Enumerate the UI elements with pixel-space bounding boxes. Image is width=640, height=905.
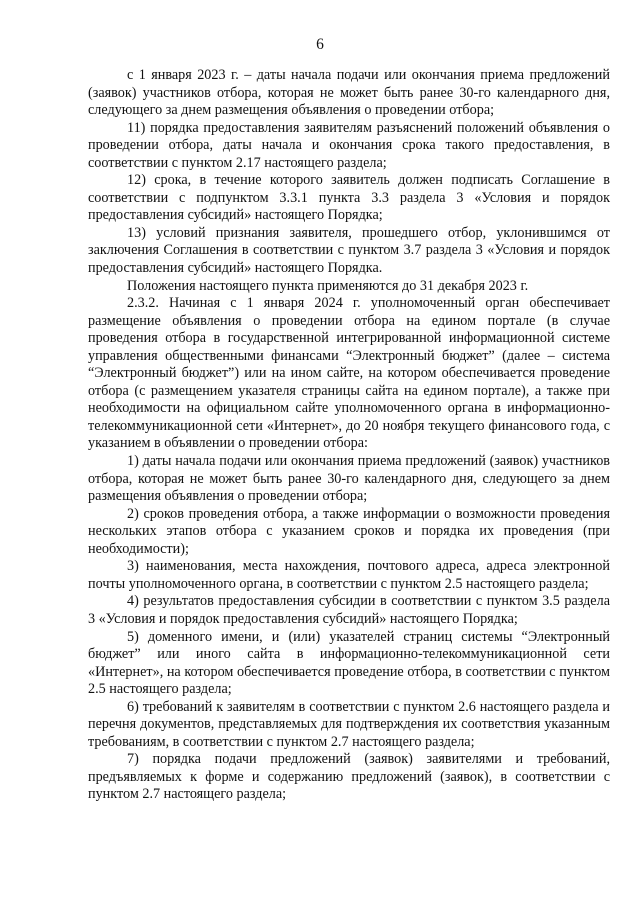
paragraph-section-2-3-2: 2.3.2. Начиная с 1 января 2024 г. уполномоченный орган обеспечивает размещение объявления о проведении отбора на едином портале (в случае проведения отбора в государственной интегрированной информационной системе управления общественными финансами “Электронный бюджет” (далее – система “Электронный бюджет”) или на ином сайте, на котором обеспечивается проведение отбора (с размещением указателя страницы сайта на едином портале), а также при необходимости на официальном сайте уполномоченного органа в информационно-телекоммуникационной сети «Интернет», до 20 ноября текущего финансового года, с указанием в объявлении о проведении отбора: xyxy=(88,295,610,452)
paragraph-item-12: 12) срока, в течение которого заявитель должен подписать Соглашение в соответствии с подпунктом 3.3.1 пункта 3.3 раздела 3 «Условия и порядок предоставления субсидий» настоящего Порядка; xyxy=(88,172,610,224)
paragraph-item-13: 13) условий признания заявителя, прошедшего отбор, уклонившимся от заключения Соглашения в соответствии с пунктом 3.7 раздела 3 «Условия и порядок предоставления субсидий» настоящего Порядка. xyxy=(88,224,610,277)
paragraph-item-2: 2) сроков проведения отбора, а также информации о возможности проведения нескольких этапов отбора с указанием сроков и порядка их проведения (при необходимости); xyxy=(88,505,610,557)
paragraph-item-3: 3) наименования, места нахождения, почтового адреса, адреса электронной почты уполномоченного органа, в соответствии с пунктом 2.5 настоящего раздела; xyxy=(88,558,610,592)
paragraph-item-7: 7) порядка подачи предложений (заявок) заявителями и требований, предъявляемых к форме и содержанию предложений (заявок), в соответствии с пунктом 2.7 настоящего раздела; xyxy=(88,751,610,803)
paragraph-dates-2023: с 1 января 2023 г. – даты начала подачи или окончания приема предложений (заявок) участников отбора, которая не может быть ранее 30-го календарного дня, следующего за днем размещения объявления о проведении отбора; xyxy=(88,67,610,119)
paragraph-item-5: 5) доменного имени, и (или) указателей страниц системы “Электронный бюджет” или иного сайта в информационно-телекоммуникационной сети «Интернет», на котором обеспечивается проведение отбора, в соответствии с пунктом 2.5 настоящего раздела; xyxy=(88,628,610,698)
paragraph-item-1: 1) даты начала подачи или окончания приема предложений (заявок) участников отбора, которая не может быть ранее 30-го календарного дня, следующего за днем размещения объявления о проведении отбора; xyxy=(88,453,610,505)
paragraph-item-4: 4) результатов предоставления субсидии в соответствии с пунктом 3.5 раздела 3 «Условия и порядок предоставления субсидий» настоящего Порядка; xyxy=(88,593,610,627)
paragraph-item-6: 6) требований к заявителям в соответствии с пунктом 2.6 настоящего раздела и перечня документов, представляемых для подтверждения их соответствия указанным требованиям, в соответствии с пунктом 2.7 настоящего раздела; xyxy=(88,698,610,750)
paragraph-item-11: 11) порядка предоставления заявителям разъяснений положений объявления о проведении отбора, даты начала и окончания срока такого предоставления, в соответствии с пунктом 2.17 настоящего раздела; xyxy=(88,119,610,171)
document-body xyxy=(88,67,610,804)
page-number: 6 xyxy=(316,36,324,53)
paragraph-applicability-note: Положения настоящего пункта применяются до 31 декабря 2023 г. xyxy=(127,277,529,294)
